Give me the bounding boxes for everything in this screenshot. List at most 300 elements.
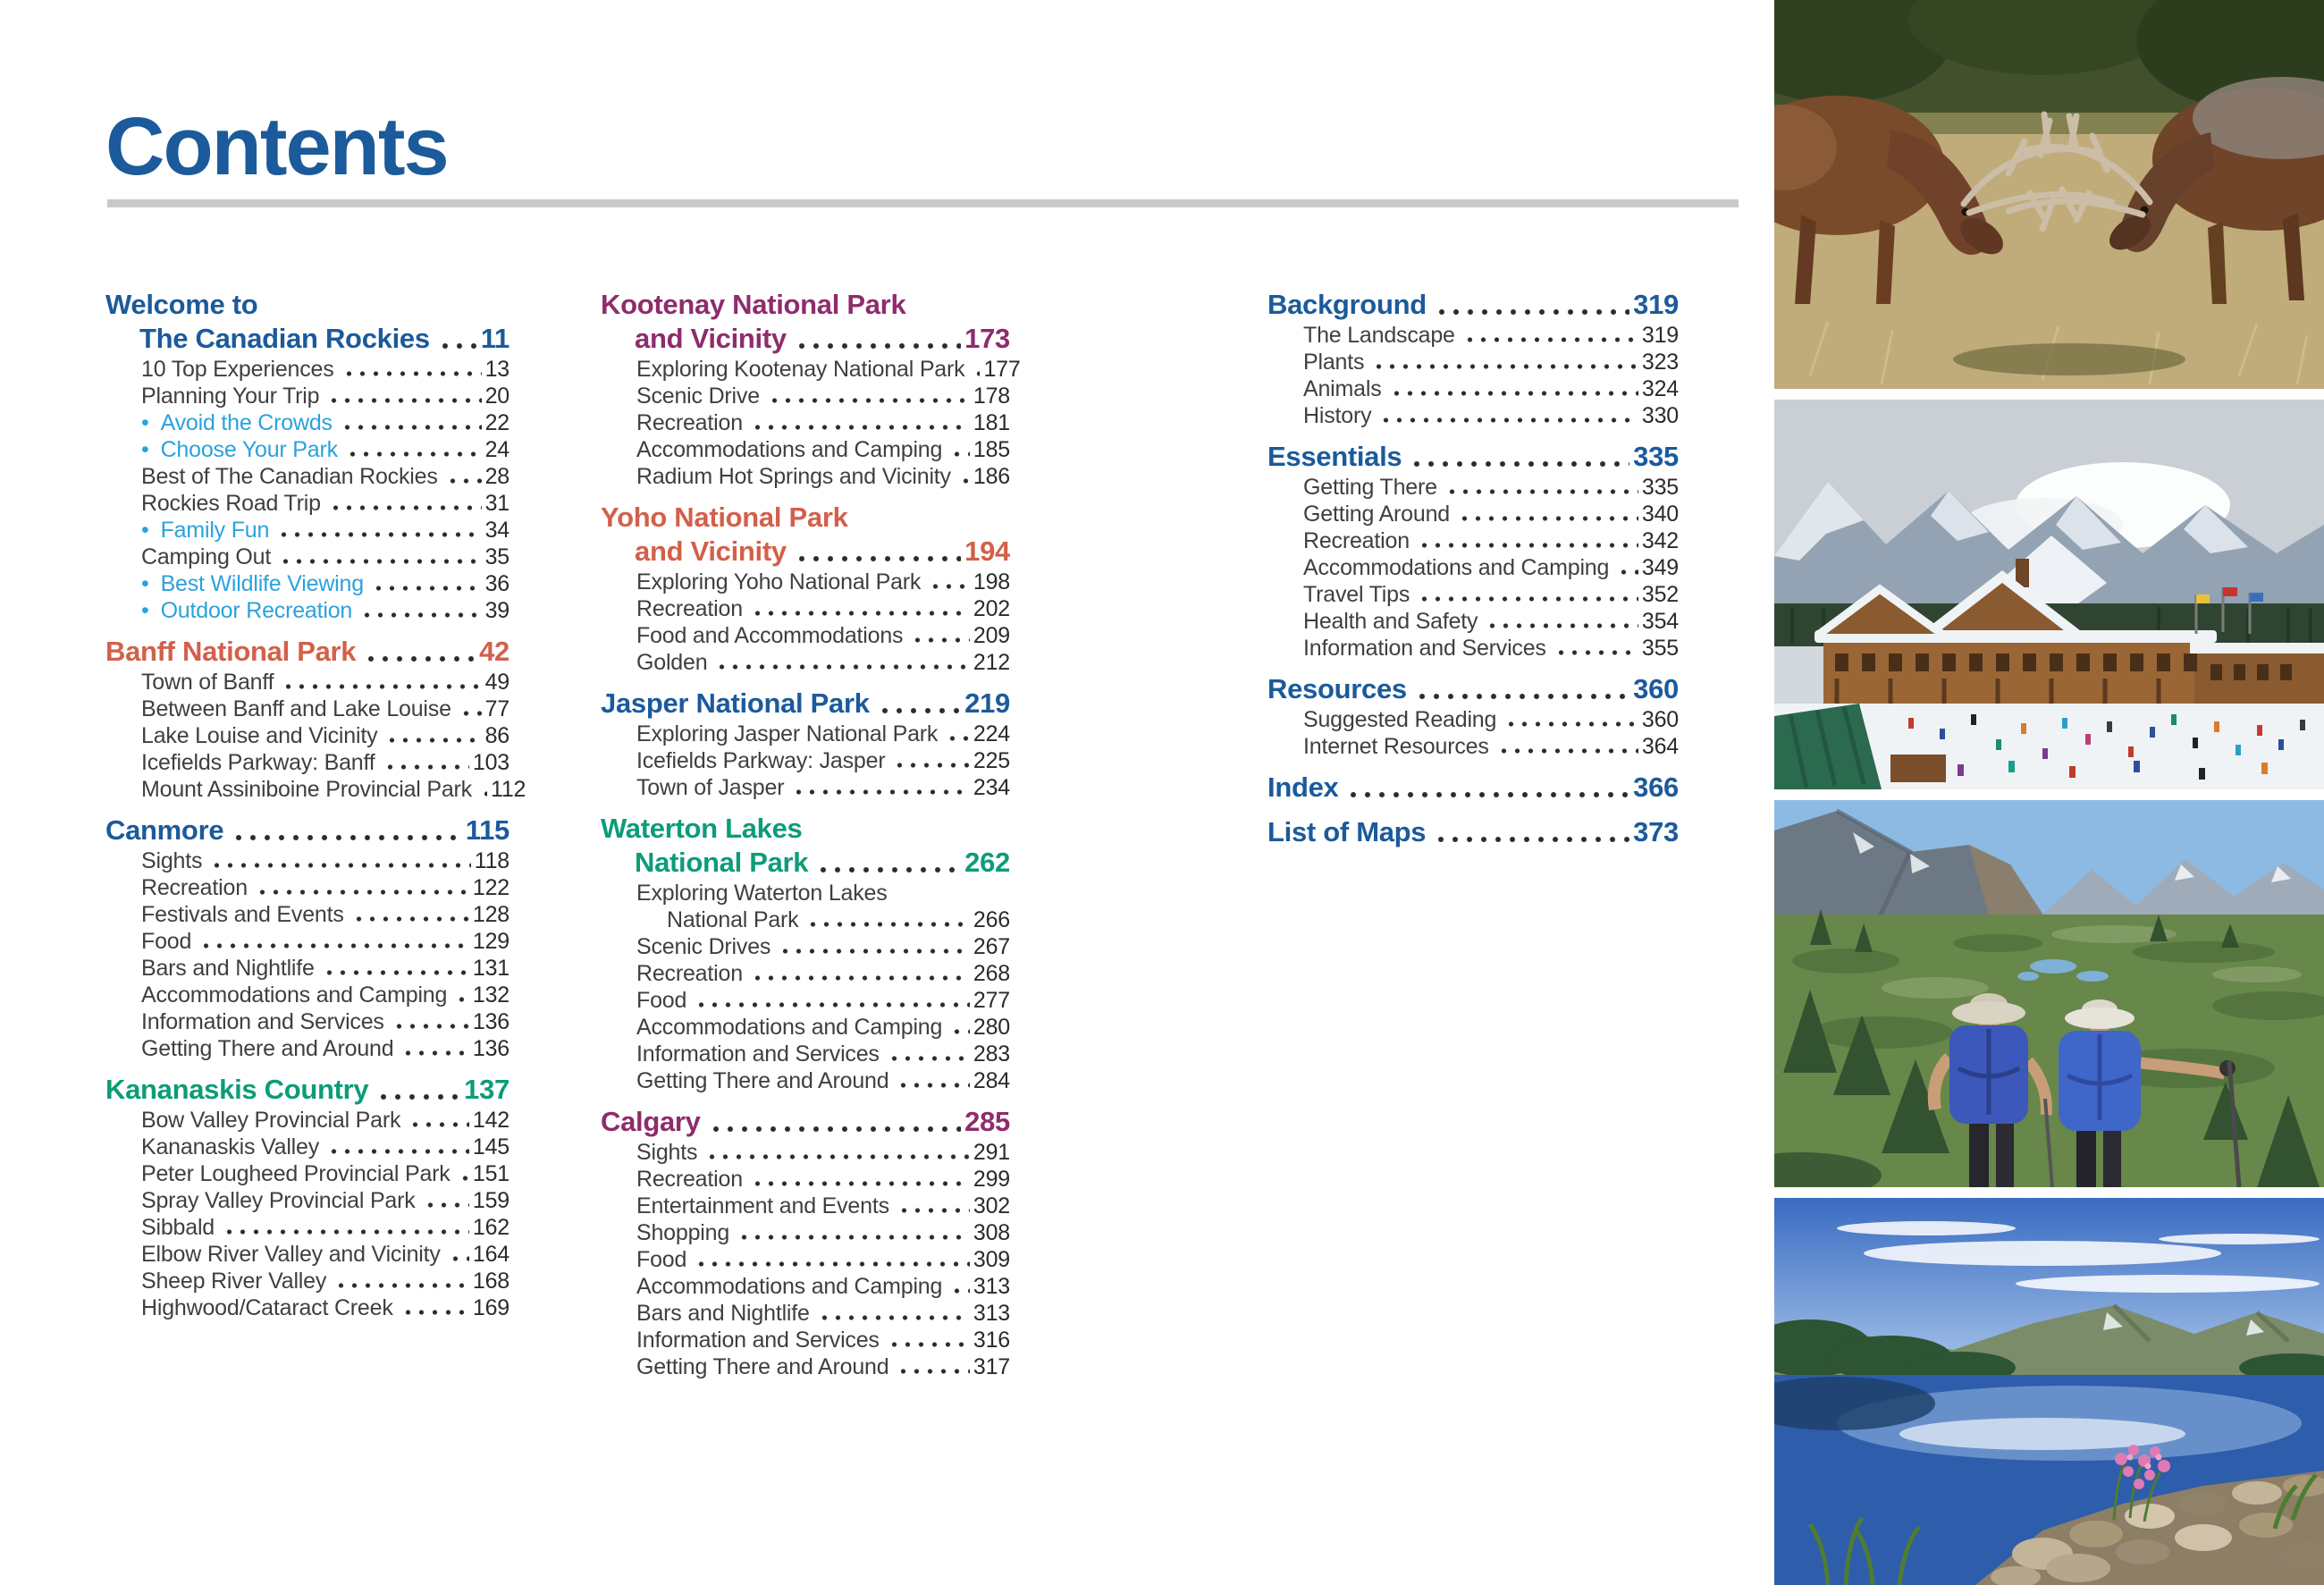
leader-dots (352, 915, 469, 923)
toc-entry-row (601, 1327, 1010, 1353)
page-number: 209 (973, 623, 1010, 648)
toc-entry-row (601, 1041, 1010, 1067)
toc-entry-label: Bow Valley Provincial Park (141, 1108, 401, 1133)
leader-dots (1410, 460, 1629, 468)
page-number: 186 (973, 464, 1010, 489)
toc-entry-row (601, 436, 1010, 463)
toc-entry-label: Scenic Drive (636, 384, 760, 409)
toc-entry-label: Getting Around (1303, 502, 1450, 527)
leader-dots (401, 1050, 468, 1057)
toc-entry-label: Accommodations and Camping (141, 982, 448, 1007)
toc-entry-label: Plants (1303, 350, 1365, 375)
page-number: 308 (973, 1220, 1010, 1245)
toc-heading-label: Waterton Lakes (601, 813, 803, 844)
toc-heading-label: and Vicinity (635, 323, 787, 354)
leader-dots (360, 611, 481, 619)
page-number: 28 (484, 464, 509, 489)
page-number: 319 (1641, 323, 1679, 348)
toc-entry-row (105, 1008, 509, 1035)
toc-entry-row (601, 595, 1010, 622)
toc-column-1 (105, 288, 526, 1321)
toc-heading-label: Index (1267, 771, 1339, 803)
toc-entry-label: Best Wildlife Viewing (160, 571, 364, 596)
toc-entry-row (105, 463, 509, 490)
leader-dots (695, 1260, 970, 1268)
leader-dots (973, 370, 980, 377)
page-number: 181 (973, 410, 1010, 435)
toc-entry-row (601, 1300, 1010, 1327)
toc-entry-label: Information and Services (636, 1328, 880, 1353)
toc-heading-row (105, 635, 509, 669)
toc-heading-label: The Canadian Rockies (139, 323, 430, 354)
page-number: 342 (1641, 528, 1679, 553)
title-rule (107, 199, 1739, 207)
toc-entry-label: Kananaskis Valley (141, 1134, 320, 1159)
hikers-graphic (1774, 800, 2324, 1187)
toc-entry-row (105, 490, 509, 517)
toc-entry-row (105, 436, 509, 463)
page-number: 164 (472, 1242, 509, 1267)
leader-dots (383, 763, 469, 771)
leader-dots (878, 707, 961, 714)
toc-entry-row (601, 1139, 1010, 1166)
toc-entry-label: Family Fun (160, 518, 270, 543)
toc-section (1267, 288, 1679, 429)
leader-dots (795, 555, 961, 562)
page-number: 299 (973, 1167, 1010, 1192)
leader-dots (323, 969, 469, 976)
leader-dots (446, 477, 482, 485)
page-number: 225 (973, 748, 1010, 773)
toc-entry-label: National Park (667, 907, 799, 932)
toc-entry-row (1267, 733, 1679, 760)
toc-entry-label: Bars and Nightlife (141, 956, 315, 981)
toc-heading-label: Banff National Park (105, 636, 357, 667)
leader-dots (768, 397, 970, 404)
toc-entry-row (601, 383, 1010, 409)
toc-entry-label: Accommodations and Camping (1303, 555, 1610, 580)
toc-heading-label: and Vicinity (635, 535, 787, 567)
leader-dots (210, 862, 470, 869)
page-number: 313 (973, 1301, 1010, 1326)
toc-entry-row (601, 906, 1010, 933)
page-number: 42 (479, 636, 509, 667)
page-number: 268 (973, 961, 1010, 986)
toc-entry-label: Elbow River Valley and Vicinity (141, 1242, 441, 1267)
toc-entry-label: Travel Tips (1303, 582, 1410, 607)
toc-entry-row (1267, 322, 1679, 349)
page-number: 177 (983, 357, 1021, 382)
toc-heading-row (1267, 771, 1679, 805)
toc-column-3 (1267, 288, 1679, 849)
toc-entry-label: Rockies Road Trip (141, 491, 321, 516)
page-number: 112 (490, 777, 526, 802)
toc-entry-label: Between Banff and Lake Louise (141, 696, 451, 721)
toc-entry-label: Exploring Yoho National Park (636, 569, 922, 594)
page-number: 291 (973, 1140, 1010, 1165)
page-number: 151 (472, 1161, 509, 1186)
leader-dots (950, 451, 970, 458)
page-number: 234 (973, 775, 1010, 800)
toc-entry-row (1267, 501, 1679, 527)
toc-entry-row (105, 356, 509, 383)
page-number: 202 (973, 596, 1010, 621)
toc-entry-label: Spray Valley Provincial Park (141, 1188, 416, 1213)
leader-dots (341, 424, 482, 431)
toc-entry-row (601, 649, 1010, 676)
page-number: 24 (484, 437, 509, 462)
toc-heading-row (1267, 672, 1679, 706)
toc-entry-row (105, 776, 526, 803)
leader-dots (695, 1001, 970, 1008)
toc-entry-label: Food and Accommodations (636, 623, 904, 648)
leader-dots (795, 342, 961, 350)
toc-entry-label: Radium Hot Springs and Vicinity (636, 464, 951, 489)
toc-entry-label: Scenic Drives (636, 934, 771, 959)
leader-dots (455, 996, 469, 1003)
leader-dots (893, 762, 969, 769)
page-number: 354 (1641, 609, 1679, 634)
page-number: 309 (973, 1247, 1010, 1272)
toc-entry-row (1267, 349, 1679, 375)
toc-entry-label: Getting There (1303, 475, 1437, 500)
leader-dots (449, 1255, 469, 1262)
toc-entry-label: Peter Lougheed Provincial Park (141, 1161, 450, 1186)
bullet-icon: • (141, 437, 149, 462)
toc-heading-row (1267, 815, 1679, 849)
leader-dots (946, 735, 970, 742)
leader-dots (888, 1055, 970, 1062)
leader-dots (709, 1126, 962, 1133)
toc-entry-label: Recreation (636, 1167, 743, 1192)
toc-entry-label: Recreation (141, 875, 248, 900)
toc-entry-row (105, 982, 509, 1008)
toc-column-2 (601, 288, 1021, 1380)
toc-heading-label: Yoho National Park (601, 502, 848, 533)
page-number: 39 (484, 598, 509, 623)
leader-dots (959, 477, 970, 485)
leader-dots (1554, 649, 1638, 656)
toc-entry-label: Golden (636, 650, 708, 675)
page-number: 335 (1641, 475, 1679, 500)
toc-heading-row (601, 812, 1010, 846)
leader-dots (1504, 721, 1638, 728)
leader-dots (816, 866, 961, 873)
toc-entry-label: Information and Services (141, 1009, 384, 1034)
toc-heading-row (105, 322, 509, 356)
toc-entry-row (105, 749, 509, 776)
elk-sparring-photo (1774, 0, 2324, 389)
toc-entry-label: Town of Jasper (636, 775, 785, 800)
toc-entry-row (105, 928, 509, 955)
leader-dots (364, 655, 476, 662)
toc-entry-row (601, 987, 1010, 1014)
toc-entry-row (601, 463, 1010, 490)
leader-dots (806, 921, 969, 928)
toc-entry-row (601, 1166, 1010, 1193)
bullet-icon: • (141, 571, 149, 596)
toc-entry-label: The Landscape (1303, 323, 1455, 348)
toc-entry-label: Getting There and Around (636, 1068, 889, 1093)
toc-section (1267, 771, 1679, 805)
leader-dots (376, 1093, 460, 1100)
page-number: 285 (964, 1106, 1010, 1137)
page-number: 324 (1641, 376, 1679, 401)
page-number: 267 (973, 934, 1010, 959)
page-number: 178 (973, 384, 1010, 409)
toc-entry-label: History (1303, 403, 1372, 428)
leader-dots (327, 1148, 469, 1155)
toc-section (601, 687, 1010, 801)
leader-dots (438, 342, 477, 350)
page-number: 131 (472, 956, 509, 981)
page-number: 145 (472, 1134, 509, 1159)
page-number: 360 (1641, 707, 1679, 732)
page-number: 86 (484, 723, 509, 748)
toc-entry-row (1267, 474, 1679, 501)
toc-entry-row (601, 622, 1010, 649)
page-number: 360 (1633, 673, 1679, 704)
leader-dots (408, 1121, 469, 1128)
leader-dots (256, 889, 469, 896)
toc-entry-label: Exploring Jasper National Park (636, 721, 939, 746)
toc-entry-row (105, 669, 509, 696)
toc-entry-row (1267, 706, 1679, 733)
toc-entry-label: Icefields Parkway: Jasper (636, 748, 886, 773)
toc-heading-row (601, 687, 1010, 721)
page-number: 198 (973, 569, 1010, 594)
toc-entry-row (105, 1241, 509, 1268)
leader-dots (897, 1207, 970, 1214)
toc-entry-label: Recreation (636, 596, 743, 621)
toc-entry-row (1267, 581, 1679, 608)
toc-entry-label: Accommodations and Camping (636, 1015, 943, 1040)
toc-entry-row (601, 747, 1010, 774)
leader-dots (779, 948, 970, 955)
toc-heading-label: Background (1267, 289, 1427, 320)
toc-entry-row (105, 901, 509, 928)
page-number: 103 (472, 750, 509, 775)
toc-entry-label: Exploring Waterton Lakes (636, 881, 888, 906)
page-number: 122 (472, 875, 509, 900)
toc-entry-row (1267, 608, 1679, 635)
leader-dots (751, 974, 970, 982)
toc-entry-row (601, 1193, 1010, 1219)
page-number: 159 (472, 1188, 509, 1213)
elk-photo-graphic (1774, 0, 2324, 389)
toc-entry-row (601, 569, 1010, 595)
toc-entry-label: Accommodations and Camping (636, 1274, 943, 1299)
page-number: 173 (964, 323, 1010, 354)
toc-entry-label: Food (636, 1247, 687, 1272)
leader-dots (232, 834, 462, 841)
toc-entry-row (601, 1353, 1010, 1380)
page-number: 313 (973, 1274, 1010, 1299)
page-number: 330 (1641, 403, 1679, 428)
leader-dots (385, 737, 481, 744)
toc-entry-row (601, 774, 1010, 801)
toc-entry-row (601, 1246, 1010, 1273)
leader-dots (1434, 836, 1629, 843)
toc-entry-label: Choose Your Park (160, 437, 338, 462)
toc-entry-label: Accommodations and Camping (636, 437, 943, 462)
page-number: 266 (973, 907, 1010, 932)
page-title: Contents (105, 101, 448, 192)
page-number: 136 (472, 1009, 509, 1034)
page-number: 224 (973, 721, 1010, 746)
mountain-lake-photo (1774, 1198, 2324, 1585)
bullet-icon: • (141, 598, 149, 623)
page-number: 22 (484, 410, 509, 435)
toc-entry-label: Planning Your Trip (141, 384, 320, 409)
leader-dots (1486, 622, 1638, 629)
toc-entry-row (105, 1214, 509, 1241)
leader-dots (334, 1282, 469, 1289)
toc-entry-label: Suggested Reading (1303, 707, 1497, 732)
mountain-lake-graphic (1774, 1198, 2324, 1585)
leader-dots (818, 1314, 970, 1321)
page-number: 364 (1641, 734, 1679, 759)
toc-entry-label: Information and Services (636, 1041, 880, 1067)
toc-entry-row (1267, 527, 1679, 554)
toc-entry-label: Animals (1303, 376, 1382, 401)
page-number: 11 (480, 323, 509, 354)
leader-dots (715, 663, 969, 670)
leader-dots (424, 1201, 469, 1209)
leader-dots (329, 504, 482, 511)
toc-entry-label: Food (636, 988, 687, 1013)
leader-dots (1372, 363, 1638, 370)
toc-entry-row (601, 1067, 1010, 1094)
toc-entry-row (105, 383, 509, 409)
toc-heading-row (601, 322, 1010, 356)
leader-dots (1390, 390, 1638, 397)
leader-dots (480, 790, 487, 797)
toc-entry-label: Food (141, 929, 192, 954)
page-number: 280 (973, 1015, 1010, 1040)
toc-heading-label: Resources (1267, 673, 1407, 704)
toc-section (601, 812, 1010, 1094)
toc-entry-row (105, 722, 509, 749)
toc-entry-label: Entertainment and Events (636, 1193, 889, 1218)
leader-dots (1445, 488, 1638, 495)
toc-entry-row (105, 517, 509, 544)
page-number: 302 (973, 1193, 1010, 1218)
toc-entry-row (105, 1134, 509, 1160)
toc-entry-label: Sights (636, 1140, 698, 1165)
toc-heading-label: Canmore (105, 814, 224, 846)
toc-entry-label: Sheep River Valley (141, 1269, 327, 1294)
toc-section (601, 1105, 1010, 1380)
page-number: 132 (472, 982, 509, 1007)
leader-dots (911, 637, 970, 644)
page-number: 352 (1641, 582, 1679, 607)
page-number: 34 (484, 518, 509, 543)
toc-heading-row (105, 814, 509, 847)
leader-dots (372, 585, 482, 592)
toc-entry-label: Icefields Parkway: Banff (141, 750, 375, 775)
toc-entry-row (1267, 635, 1679, 662)
toc-entry-row (105, 847, 509, 874)
leader-dots (199, 942, 469, 949)
toc-entry-label: Exploring Kootenay National Park (636, 357, 965, 382)
page-number: 169 (472, 1295, 509, 1320)
toc-entry-label: Information and Services (1303, 636, 1546, 661)
page-number: 77 (484, 696, 509, 721)
toc-section (601, 288, 1021, 490)
toc-entry-row (105, 1035, 509, 1062)
toc-heading-label: National Park (635, 847, 809, 878)
leader-dots (277, 531, 481, 538)
toc-heading-label: Calgary (601, 1106, 701, 1137)
leader-dots (737, 1234, 970, 1241)
page-number: 13 (484, 357, 509, 382)
toc-entry-label: Best of The Canadian Rockies (141, 464, 438, 489)
toc-entry-row (601, 1014, 1010, 1041)
page-number: 316 (973, 1328, 1010, 1353)
leader-dots (751, 1180, 970, 1187)
toc-heading-row (601, 1105, 1010, 1139)
leader-dots (929, 583, 970, 590)
toc-section (1267, 815, 1679, 849)
leader-dots (279, 558, 481, 565)
toc-entry-row (601, 721, 1010, 747)
page-number: 283 (973, 1041, 1010, 1067)
toc-heading-label: Kananaskis Country (105, 1074, 369, 1105)
toc-entry-row (1267, 402, 1679, 429)
toc-heading-row (601, 535, 1010, 569)
toc-entry-label: Camping Out (141, 544, 272, 569)
page-number: 136 (472, 1036, 509, 1061)
toc-heading-label: Kootenay National Park (601, 289, 906, 320)
leader-dots (751, 424, 970, 431)
page-number: 31 (484, 491, 509, 516)
toc-section (105, 1073, 509, 1321)
leader-dots (392, 1023, 469, 1030)
toc-section (105, 288, 509, 624)
toc-entry-row (601, 960, 1010, 987)
ski-lodge-photo (1774, 400, 2324, 789)
page-number: 36 (484, 571, 509, 596)
leader-dots (282, 683, 481, 690)
page-number: 212 (973, 650, 1010, 675)
toc-entry-row (105, 1160, 509, 1187)
toc-entry-label: Shopping (636, 1220, 730, 1245)
toc-heading-row (105, 1073, 509, 1107)
toc-entry-label: Mount Assiniboine Provincial Park (141, 777, 472, 802)
toc-entry-label: Recreation (1303, 528, 1410, 553)
toc-entry-row (601, 880, 1010, 906)
leader-dots (950, 1287, 970, 1294)
page-number: 168 (472, 1269, 509, 1294)
page-number: 262 (964, 847, 1010, 878)
toc-entry-label: Health and Safety (1303, 609, 1478, 634)
toc-entry-row (1267, 554, 1679, 581)
toc-heading-label: Jasper National Park (601, 687, 870, 719)
page-number: 162 (472, 1215, 509, 1240)
toc-heading-row (601, 288, 1010, 322)
toc-entry-row (601, 1273, 1010, 1300)
toc-entry-label: Internet Resources (1303, 734, 1489, 759)
toc-heading-label: Essentials (1267, 441, 1402, 472)
leader-dots (342, 370, 482, 377)
page-number: 335 (1633, 441, 1679, 472)
page-number: 323 (1641, 350, 1679, 375)
page-number: 118 (474, 848, 509, 873)
toc-entry-row (601, 409, 1010, 436)
page-number: 194 (964, 535, 1010, 567)
toc-entry-row (601, 356, 1021, 383)
